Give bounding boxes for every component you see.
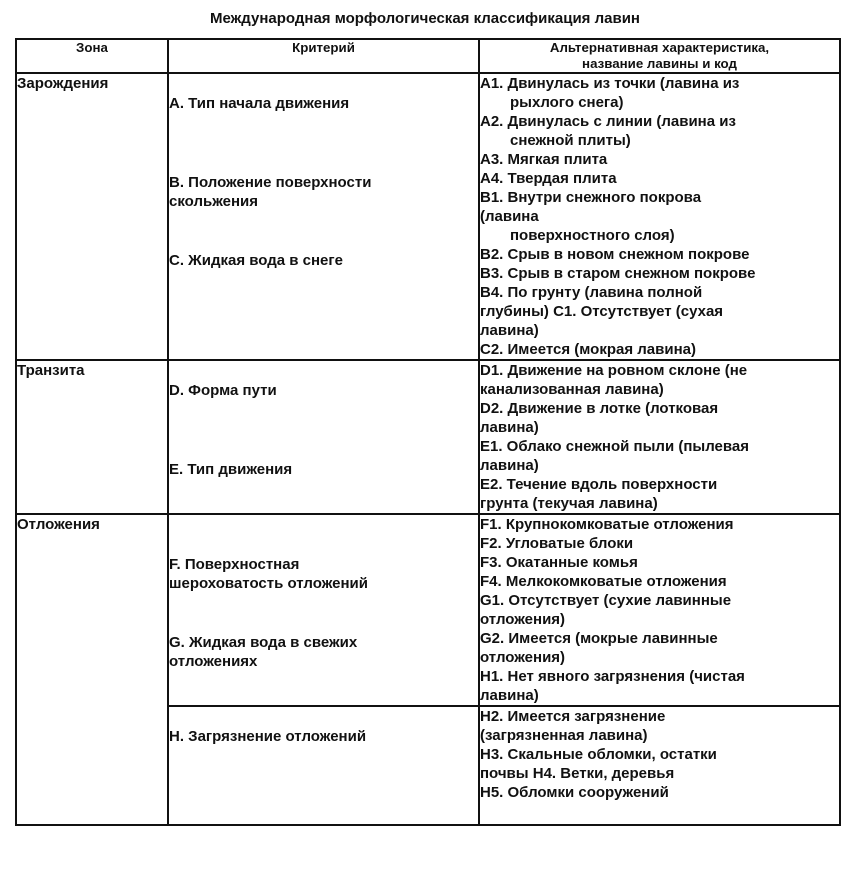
alternative-line: F3. Окатанные комья	[480, 554, 638, 571]
alternative-line: F4. Мелкокомковатые отложения	[480, 573, 727, 590]
alternative-line: канализованная лавина)	[480, 381, 664, 398]
criterion-b	[169, 173, 478, 211]
alternative-line: B3. Срыв в старом снежном покрове	[480, 265, 756, 282]
alternative-line: лавина)	[480, 687, 539, 704]
alternative-line: H2. Имеется загрязнение	[480, 708, 666, 725]
criteria-contamination	[168, 706, 479, 825]
criterion-line: E. Тип движения	[169, 461, 293, 478]
alternative-line: A4. Твердая плита	[480, 170, 617, 187]
header-zone-label: Зона	[76, 40, 108, 55]
zone-origin-label: Зарождения	[17, 75, 109, 92]
alternative-line: отложения)	[480, 649, 566, 666]
zone-transit	[16, 360, 168, 514]
alternative-line: лавина)	[480, 322, 539, 339]
alternatives-deposition	[479, 514, 840, 706]
alternative-line: E1. Облако снежной пыли (пылевая	[480, 438, 749, 455]
table-row-origin	[16, 73, 840, 360]
alternative-line: B2. Срыв в новом снежном покрове	[480, 246, 750, 263]
criterion-line: C. Жидкая вода в снеге	[169, 252, 343, 269]
header-criterion-label: Критерий	[292, 40, 355, 55]
criterion-line: B. Положение поверхности	[169, 174, 372, 191]
criterion-d	[169, 381, 478, 400]
alternative-line: глубины) C1. Отсутствует (сухая	[480, 303, 724, 320]
alternatives-transit	[479, 360, 840, 514]
alternative-line: снежной плиты)	[510, 132, 631, 149]
header-alternative	[479, 39, 840, 73]
alternative-line: A3. Мягкая плита	[480, 151, 608, 168]
criterion-line: F. Поверхностная	[169, 556, 300, 573]
alternative-line: H1. Нет явного загрязнения (чистая	[480, 668, 745, 685]
zone-deposition-label: Отложения	[17, 516, 100, 533]
criteria-transit	[168, 360, 479, 514]
criterion-line: D. Форма пути	[169, 382, 277, 399]
criterion-a	[169, 94, 478, 113]
criterion-line: отложениях	[169, 653, 258, 670]
header-alternative-line2: название лавины и код	[582, 56, 737, 71]
criterion-line: скольжения	[169, 193, 259, 210]
criterion-line: H. Загрязнение отложений	[169, 728, 367, 745]
alternative-line: (лавина	[480, 208, 539, 225]
alternative-line: G2. Имеется (мокрые лавинные	[480, 630, 718, 647]
zone-origin	[16, 73, 168, 360]
header-alternative-line1: Альтернативная характеристика,	[549, 40, 770, 55]
alternative-line: отложения)	[480, 611, 566, 628]
criterion-h	[169, 727, 478, 746]
alternative-line: E2. Течение вдоль поверхности	[480, 476, 718, 493]
alternative-line: лавина)	[480, 419, 539, 436]
alternative-line: A1. Двинулась из точки (лавина из	[480, 75, 740, 92]
alternative-line: почвы H4. Ветки, деревья	[480, 765, 675, 782]
alternative-line: A2. Двинулась с линии (лавина из	[480, 113, 736, 130]
zone-transit-label: Транзита	[17, 362, 85, 379]
alternative-line: D1. Движение на ровном склоне (не	[480, 362, 748, 379]
criterion-line: A. Тип начала движения	[169, 95, 350, 112]
classification-table	[15, 38, 841, 826]
criterion-f	[169, 555, 478, 593]
alternative-line: F1. Крупнокомковатые отложения	[480, 516, 734, 533]
zone-deposition	[16, 514, 168, 825]
criterion-e	[169, 460, 478, 479]
alternative-line: грунта (текучая лавина)	[480, 495, 658, 512]
alternative-line: B1. Внутри снежного покрова	[480, 189, 702, 206]
alternatives-origin	[479, 73, 840, 360]
alternative-line: G1. Отсутствует (сухие лавинные	[480, 592, 732, 609]
alternative-line: H3. Скальные обломки, остатки	[480, 746, 717, 763]
document-title: Международная морфологическая классификация лавин	[210, 10, 640, 27]
alternative-line: C2. Имеется (мокрая лавина)	[480, 341, 696, 358]
header-criterion	[168, 39, 479, 73]
alternative-line: H5. Обломки сооружений	[480, 784, 669, 801]
alternative-line: рыхлого снега)	[510, 94, 624, 111]
alternative-line: поверхностного слоя)	[510, 227, 675, 244]
criteria-deposition	[168, 514, 479, 706]
criterion-line: G. Жидкая вода в свежих	[169, 634, 358, 651]
table-row-transit	[16, 360, 840, 514]
criterion-g	[169, 633, 478, 671]
table-row-deposition	[16, 514, 840, 706]
criterion-c	[169, 251, 478, 270]
alternative-line: D2. Движение в лотке (лотковая	[480, 400, 719, 417]
criteria-origin	[168, 73, 479, 360]
alternative-line: F2. Угловатые блоки	[480, 535, 634, 552]
alternative-line: лавина)	[480, 457, 539, 474]
header-row	[16, 39, 840, 73]
alternative-line: (загрязненная лавина)	[480, 727, 648, 744]
criterion-line: шероховатость отложений	[169, 575, 368, 592]
header-zone	[16, 39, 168, 73]
alternatives-contamination	[479, 706, 840, 825]
alternative-line: B4. По грунту (лавина полной	[480, 284, 703, 301]
